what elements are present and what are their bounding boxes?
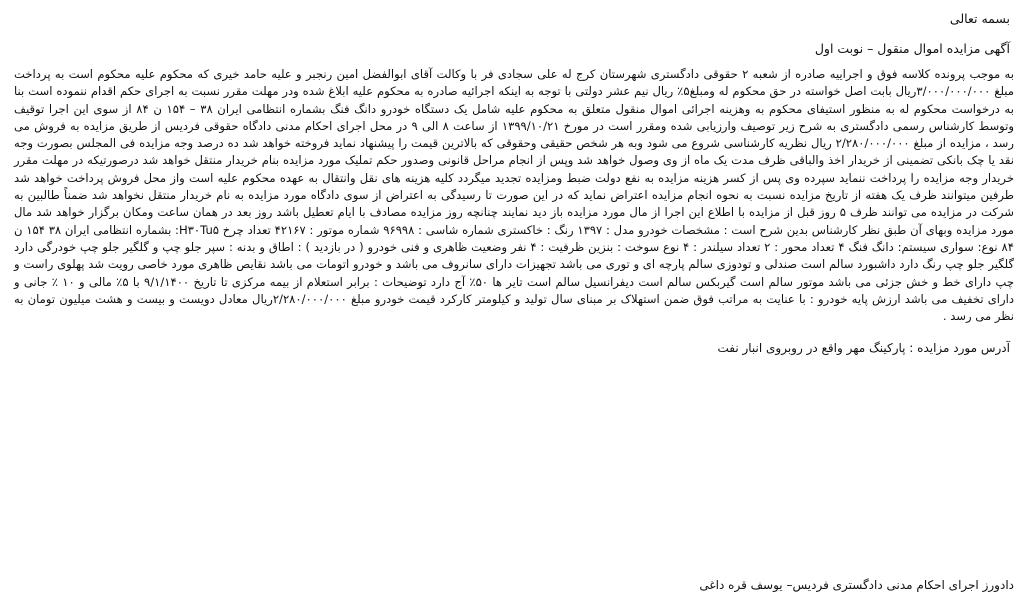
signature-line: دادورز اجرای احکام مدنی دادگستری فردیس– یوسف قره داغی [699, 578, 1014, 592]
notice-paragraph: به موجب پرونده کلاسه فوق و اجراییه صادره از شعبه ۲ حقوقی دادگستری شهرستان کرج له علی سجادی فر با وکالت آقای ابوالفضل امین رنجبر و علیه حامد خیری که محکوم علیه محکوم است به پرداخت مبلغ ۳/۰۰۰/۰۰۰/۰۰۰ریال بابت اصل خواسته در حق محکوم له ومبلغ۵٪ ریال نیم عشر دولتی با توجه به اینکه اجرائیه صادره به محکوم علیه ابلاغ شده ودر مهلت مقرر نسبت به اجرای حکم اقدام ننموده است بنا به درخواست محکوم له به منظور استیفای محکوم به وهزینه اجرائی اموال منقول متعلق به محکوم علیه شامل یک دستگاه خودرو دانگ فنگ بشماره انتظامی ایران ۳۸ – ۱۵۴ ن ۸۴ از سوی این اجرا توقیف وتوسط کارشناس رسمی دادگستری به شرح زیر توصیف وارزیابی شده ومقرر است در مورخ ۱۳۹۹/۱۰/۲۱ از ساعت ۸ الی ۹ در محل اجرای احکام مدنی دادگاه حقوقی فردیس از طریق مزایده به فروش می رسد ، مزایده از مبلغ ۲/۲۸۰/۰۰۰/۰۰۰ ریال نظریه کارشناسی شروع می شود وبه هر شخص حقیقی وحقوقی که بالاترین قیمت را پیشنهاد نماید فروخته خواهد شد ده درصد وجه مزایده فی المجلس بصورت وجه نقد یا چک بانکی تضمینی از خریدار اخذ والباقی ظرف مدت یک ماه از وی وصول خواهد شد وپس از انجام مراحل قانونی وصدور حکم تملیک مورد مزایده بنام خریدار منتقل خواهد شد درصورتیکه در مهلت مقرر خریدار وجه مزایده را پرداخت ننماید سپرده وی پس از کسر هزینه مزایده به نفع دولت ضبط ومزایده تجدید میگردد کلیه هزینه های نقل وانتقال به عهده محکوم علیه است واز محل فروش پرداخت خواهد شد طرفین میتوانند ظرف یک هفته از تاریخ مزایده نسبت به نحوه انجام مزایده اعتراض نماید که در این صورت تا رسیدگی به اعتراض از سوی دادگاه مورد مزایده به نام خریدار منتقل نخواهد شد ضمناً طالبین به شرکت در مزایده می توانند ظرف ۵ روز قبل از مزایده با اطلاع این اجرا از مال مورد مزایده باز دید نمایند چنانچه روز مزایده مصادف با ایام تعطیل باشد روز بعد در همان ساعت ومکان برگزار خواهد شد مال مورد مزایده وبهای آن طبق نظر کارشناس بدین شرح است : مشخصات خودرو مدل : ۱۳۹۷ رنگ : خاکستری شماره شاسی : ۹۶۹۹۸ شماره موتور : ۴۲۱۶۷ تعداد چرخ H۳۰Tu۵: بشماره انتظامی ایران ۳۸ ۱۵۴ ن ۸۴ نوع: سواری سیستم: دانگ فنگ ۴ تعداد محور : ۲ تعداد سیلندر : ۴ نوع سوخت : بنزین ظرفیت : ۴ نفر وضعیت ظاهری و فنی خودرو ( در بازدید ) : اطاق و بدنه : سپر جلو چپ و گلگیر جلو چپ خودرگی دارد گلگیر جلو چپ رنگ دارد داشبورد سالم است صندلی و تودوزی سالم پارچه ای و توری می باشد تجهیزات دارای سانروف می باشد و خودرو اتومات می باشد نقایص ظاهری مورد خاصی رویت شد پهلوی راست و چپ دارای خط و خش جزئی می باشد موتور سالم است گیربکس سالم است دیفرانسیل سالم است تایر ها ۵۰٪ آج دارد توضیحات : برابر استعلام از بیمه مرکزی تا تاریخ ۹/۱/۱۴۰۰ با ۵٪ مالی و ۱۰ ٪ جانی و دارای تخفیف می باشد ارزش پایه خودرو : با عنایت به مراتب فوق ضمن استهلاک بر مبنای سال تولید و کیلومتر کارکرد قیمت خودرو مبلغ ۲/۲۸۰/۰۰۰/۰۰۰ریال معادل دویست و بیست و هشت میلیون تومان به نظر می رسد . [14, 67, 1015, 324]
auction-address: آدرس مورد مزایده : پارکینگ مهر واقع در روبروی انبار نفت [717, 341, 1010, 356]
notice-title: آگهی مزایده اموال منقول – نوبت اول [814, 41, 1010, 56]
notice-body [14, 66, 1014, 325]
basmala-heading: بسمه تعالی [949, 11, 1010, 26]
